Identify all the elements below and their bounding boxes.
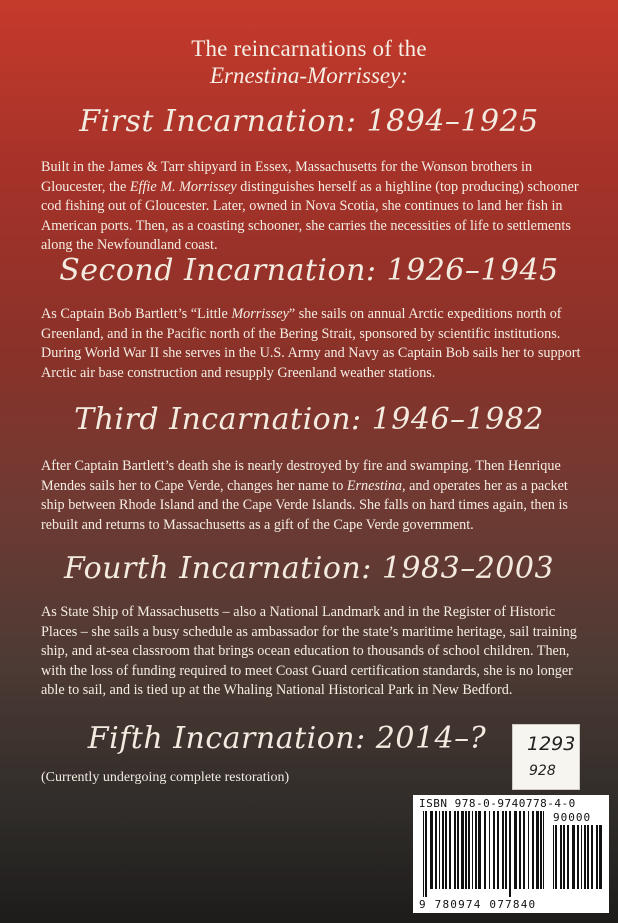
barcode-bar: [514, 811, 517, 889]
barcode-bar: [442, 811, 444, 889]
barcode-bar: [591, 825, 593, 889]
barcode-bar: [536, 811, 539, 889]
barcode-bar: [484, 811, 486, 889]
barcode-bar: [509, 811, 511, 897]
title-line-1: The reincarnations of the: [191, 36, 427, 61]
title-line-2: Ernestina-Morrissey:: [209, 63, 409, 88]
title-block: [0, 36, 618, 89]
barcode-bar: [543, 811, 544, 889]
barcode-bar: [584, 825, 586, 889]
barcode-bar: [587, 825, 589, 889]
barcode-bar: [454, 811, 456, 889]
sticker-line-1: 1293: [527, 733, 576, 755]
barcode-bar: [425, 811, 427, 897]
barcode-bar: [493, 811, 495, 889]
barcode-bar: [449, 811, 451, 889]
section-text-3: After Captain Bartlett’s death she is nearly destroyed by fire and swamping. Then Henrique Mendes sails her to Cape Verde, changes her name to Ernestina, and operates her as a packet ship between Rhode Island and the Cape Verde Islands. She falls on hard times again, then is rebuilt and returns to Massachusetts as a gift of the Cape Verde government.: [41, 458, 568, 533]
barcode-bar: [457, 811, 459, 889]
barcode-bar: [478, 811, 481, 889]
barcode-bar: [563, 825, 565, 889]
section-heading-3: Third Incarnation: 1946–1982: [74, 402, 544, 437]
barcode-bar: [553, 825, 554, 889]
barcode-bar: [540, 811, 542, 889]
barcode-bar: [555, 825, 557, 889]
barcode-bar: [468, 811, 470, 889]
barcode-bar: [523, 811, 525, 889]
barcode-bar: [430, 811, 433, 889]
section-text-2: As Captain Bob Bartlett’s “Little Morrissey” she sails on annual Arctic expeditions north of Greenland, and in the Pacific north of the Bering Strait, sponsored by scientific institutions. During World War II she serves in the U.S. Army and Navy as Captain Bob sails her to support Arctic air base construction and resupply Greenland weather stations.: [41, 306, 581, 381]
barcode-bar: [465, 811, 467, 889]
price-code: 90000: [553, 811, 592, 824]
barcode-bar: [581, 825, 582, 889]
barcode-bar: [435, 811, 437, 889]
barcode-bar: [532, 811, 534, 889]
barcode-bar: [577, 825, 579, 889]
barcode-bar: [423, 811, 424, 897]
restoration-note: (Currently undergoing complete restoration): [41, 770, 290, 785]
price-sticker: [512, 724, 580, 790]
barcode-bar: [528, 811, 529, 889]
section-heading-5: Fifth Incarnation: 2014–?: [87, 721, 487, 756]
barcode-bar: [599, 825, 602, 889]
section-heading-4: Fourth Incarnation: 1983–2003: [63, 551, 555, 586]
barcode-bar: [567, 825, 569, 889]
section-text-1: Built in the James & Tarr shipyard in Essex, Massachusetts for the Wonson brothers in Gloucester, the Effie M. Morrissey distinguishes herself as a highline (top producing) schooner cod fishing out of Gloucester. Later, owned in Nova Scotia, she continues to land her fish in American ports. Then, as a coasting schooner, she carries the necessities of life to settlements along the Newfoundland coast.: [41, 159, 579, 254]
barcode-bar: [489, 811, 490, 889]
barcode-bar: [519, 811, 521, 889]
barcode-bar: [472, 811, 473, 889]
ean-digits: 9 780974 077840: [419, 898, 537, 911]
section-text-4: As State Ship of Massachusetts – also a National Landmark and in the Register of Historic Places – she sails a busy schedule as ambassador for the state’s maritime heritage, sail training ship, and at-sea classroom that brings ocean education to thousands of school children. Then, with the loss of funding required to meet Coast Guard certification standards, she is no longer able to sail, and is tied up at the Whaling National Historical Park in New Bedford.: [41, 604, 577, 699]
barcode-bar: [572, 825, 575, 889]
barcode-bar: [475, 811, 477, 889]
barcode-bar: [439, 811, 440, 889]
section-heading-1: First Incarnation: 1894–1925: [79, 104, 539, 139]
barcode-bar: [497, 811, 499, 889]
barcode-bar: [445, 811, 447, 889]
barcode-bar: [560, 825, 562, 889]
sticker-line-2: 928: [529, 763, 556, 779]
barcode-bar: [502, 811, 504, 889]
ean-barcode-bars: [423, 811, 547, 897]
isbn-label: ISBN 978-0-9740778-4-0: [419, 797, 576, 810]
barcode-bar: [596, 825, 598, 889]
addon-barcode-bars: [553, 825, 603, 897]
barcode-bar: [505, 811, 507, 889]
isbn-barcode: [413, 795, 609, 913]
barcode-bar: [461, 811, 464, 889]
section-heading-2: Second Incarnation: 1926–1945: [59, 253, 559, 288]
